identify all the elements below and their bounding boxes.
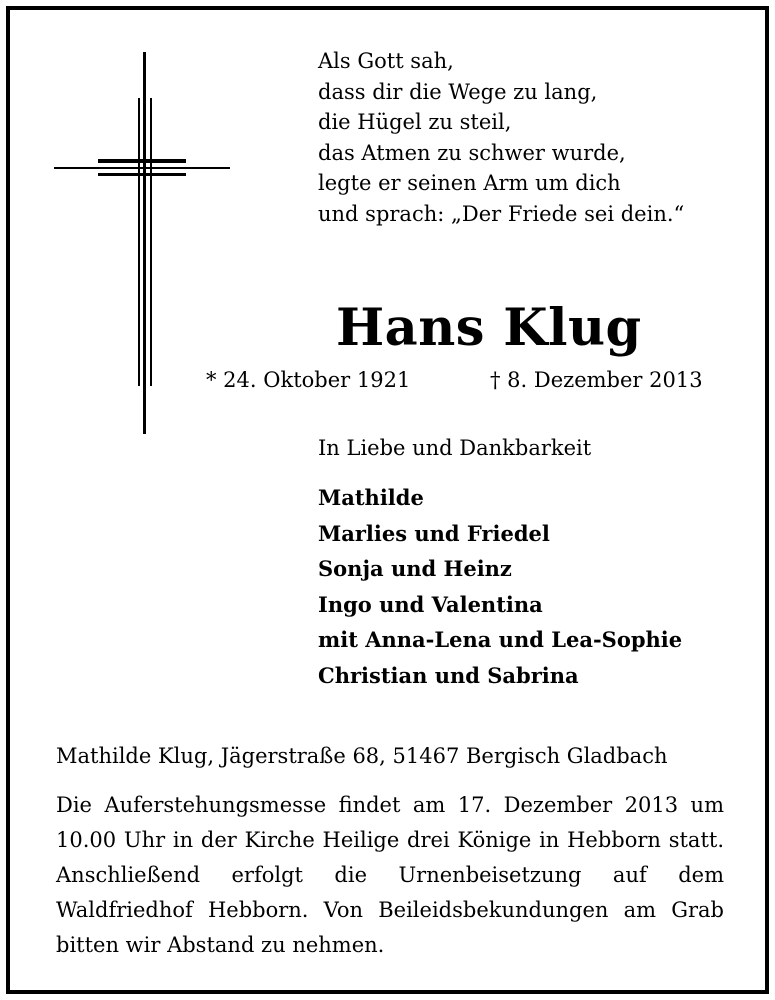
poem-line: die Hügel zu steil, (318, 110, 512, 134)
mourners-list (318, 480, 682, 693)
mourner-name: Marlies und Friedel (318, 520, 550, 546)
poem-line: und sprach: „Der Friede sei dein.“ (318, 201, 685, 226)
poem-line: dass dir die Wege zu lang, (318, 79, 598, 104)
deceased-name: Hans Klug (336, 298, 642, 358)
contact-address: Mathilde Klug, Jägerstraße 68, 51467 Bergisch Gladbach (56, 744, 668, 768)
birth-date: * 24. Oktober 1921 (206, 368, 411, 392)
poem (318, 46, 684, 229)
mourner-name: Mathilde (318, 485, 424, 510)
funeral-notice: Die Auferstehungsmesse findet am 17. Dezember 2013 um 10.00 Uhr in der Kirche Heilige drei Könige in Hebborn statt. Anschließend erfolgt die Urnenbeisetzung auf dem Waldfriedhof Hebborn. Von Beileidsbekundungen am Grab bitten wir Abstand zu nehmen. (56, 793, 724, 957)
poem-line: das Atmen zu schwer wurde, (318, 140, 626, 165)
mourner-name: Ingo und Valentina (318, 591, 543, 617)
death-date: † 8. Dezember 2013 (490, 368, 703, 392)
cross-icon (54, 52, 230, 434)
obituary-notice (6, 6, 769, 994)
mourner-name: mit Anna-Lena und Lea-Sophie (318, 627, 683, 652)
mourner-name: Sonja und Heinz (318, 556, 512, 581)
mourner-name: Christian und Sabrina (318, 662, 579, 688)
poem-line: legte er seinen Arm um dich (318, 171, 621, 195)
poem-line: Als Gott sah, (318, 49, 454, 73)
mourners-intro: In Liebe und Dankbarkeit (318, 436, 592, 460)
